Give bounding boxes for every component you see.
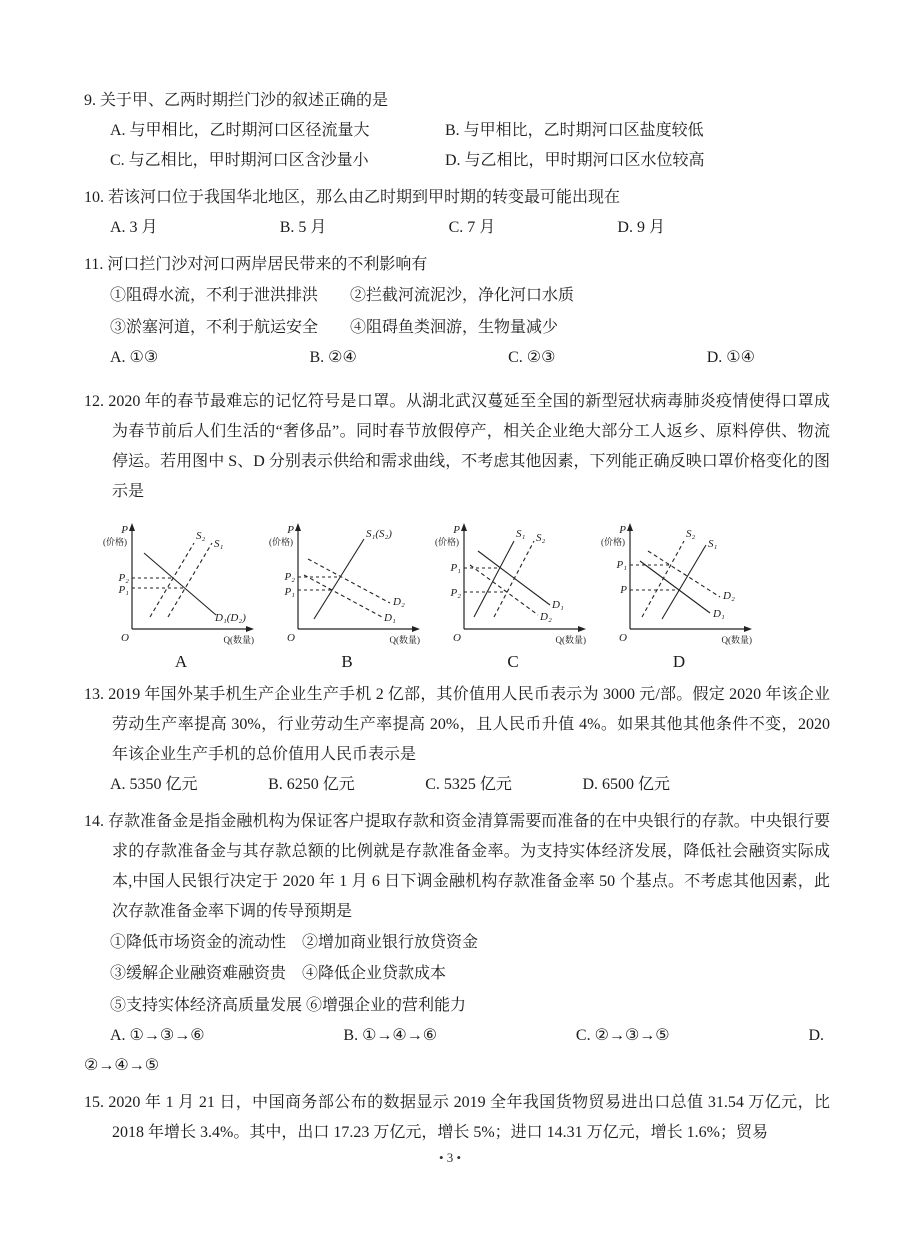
q-axis-label: Q(数量) [223, 635, 254, 646]
question-15-stem: 15. 2020 年 1 月 21 日，中国商务部公布的数据显示 2019 全年我国货物贸易进出口总值 31.54 万亿元，比 2018 年增长 3.4%。其中，出口 17.23 万亿元，增长 5%；进口 14.31 万亿元，增长 1.6%；贸易 [84, 1093, 830, 1142]
supply-curve [314, 539, 364, 619]
figure-b [268, 517, 426, 672]
label-s2: S₂ [686, 528, 696, 541]
option-b: B. ②④ [309, 348, 357, 366]
item-line-2: ③淤塞河道，不利于航运安全 ④阻碍鱼类洄游，生物量减少 [110, 318, 559, 336]
figure-a [102, 517, 260, 672]
option-b: B. ①→④→⑥ [343, 1026, 438, 1044]
option-b: B. 与甲相比，乙时期河口区盐度较低 [445, 122, 704, 140]
option-d: D. ①④ [706, 348, 755, 366]
q-axis-label: Q(数量) [721, 635, 752, 646]
option-c: C. 与乙相比，甲时期河口区含沙量小 [110, 152, 369, 170]
supply-curve-s2 [494, 541, 534, 617]
origin-label: O [453, 632, 461, 645]
figure-b-chart [268, 517, 426, 649]
item-line-1: ①降低市场资金的流动性 ②增加商业银行放贷资金 [110, 934, 479, 952]
p-axis-sublabel: (价格) [103, 537, 127, 548]
demand-curve-d2 [308, 559, 390, 603]
figure-d-chart [600, 517, 758, 649]
figure-a-chart [102, 517, 260, 649]
x-axis-arrow [246, 626, 254, 632]
question-9-options [110, 116, 830, 176]
figure-c-caption: C [507, 652, 519, 672]
demand-curve-d1 [640, 561, 710, 613]
label-p2: P₂ [450, 587, 461, 600]
label-s2: S₂ [196, 530, 206, 543]
figure-d [600, 517, 758, 672]
y-axis-arrow [129, 523, 135, 531]
demand-curve [144, 553, 216, 615]
y-axis-arrow [295, 523, 301, 531]
question-12 [84, 387, 830, 673]
x-axis-arrow [744, 626, 752, 632]
option-a: A. 5350 亿元 [110, 775, 198, 793]
origin-label: O [287, 632, 295, 645]
question-9-stem: 9. 关于甲、乙两时期拦门沙的叙述正确的是 [84, 92, 389, 109]
item-line-3: ⑤支持实体经济高质量发展 ⑥增强企业的营利能力 [110, 996, 467, 1014]
page-number: • 3 • [438, 1150, 462, 1165]
y-axis-arrow [461, 523, 467, 531]
label-s2: S₂ [536, 532, 546, 545]
figure-b-caption: B [341, 652, 353, 672]
question-10-options [110, 213, 665, 243]
label-s1: S₁ [214, 538, 224, 551]
question-11-stem: 11. 河口拦门沙对河口两岸居民带来的不利影响有 [84, 256, 428, 274]
label-p1: P₁ [450, 562, 461, 575]
item-line-2: ③缓解企业融资难融资贵 ④降低企业贷款成本 [110, 965, 447, 983]
label-d2: D₂ [723, 590, 735, 603]
demand-curve-d2 [648, 551, 720, 597]
question-13-stem: 13. 2019 年国外某手机生产企业生产手机 2 亿部，其价值用人民币表示为 3000 元/部。假定 2020 年该企业劳动生产率提高 30%，行业劳动生产率提高 20%，且人民币升值 4%。如果其他其他条件不变，2020 年该企业生产手机的总价值用人民币表示是 [84, 685, 830, 763]
label-s: S₁(S₂) [366, 528, 392, 541]
option-c: C. 7 月 [448, 219, 496, 237]
label-d1: D₁ [713, 608, 725, 621]
label-d1: D₁ [552, 599, 564, 612]
option-b: B. 6250 亿元 [268, 775, 355, 793]
demand-curve-d2 [470, 565, 538, 615]
supply-curve-s2 [150, 543, 194, 617]
p-axis-sublabel: (价格) [269, 537, 293, 548]
label-s1: S₁ [516, 528, 526, 541]
question-14 [84, 807, 830, 1081]
label-d2: D₂ [393, 596, 405, 609]
demand-curve-d1 [478, 551, 550, 605]
origin-label: O [619, 632, 627, 645]
item-line-1: ①阻碍水流，不利于泄洪排洪 ②拦截河流泥沙，净化河口水质 [110, 287, 575, 305]
option-a: A. 与甲相比，乙时期河口区径流量大 [110, 122, 370, 140]
question-11 [84, 250, 830, 373]
question-10-stem: 10. 若该河口位于我国华北地区，那么由乙时期到甲时期的转变最可能出现在 [84, 189, 621, 207]
question-13 [84, 680, 830, 800]
question-15 [84, 1088, 830, 1148]
p-axis-sublabel: (价格) [435, 537, 459, 548]
q-axis-label: Q(数量) [389, 635, 420, 646]
option-a: A. 3 月 [110, 219, 158, 237]
p-axis-label: P [619, 524, 626, 537]
option-a: A. ①③ [110, 348, 159, 366]
supply-curve-s2 [642, 541, 684, 617]
question-14-options [110, 1021, 824, 1051]
p-axis-label: P [453, 524, 460, 537]
p-axis-sublabel: (价格) [601, 537, 625, 548]
question-14-stem: 14. 存款准备金是指金融机构为保证客户提取存款和资金清算需要而准备的在中央银行的存款。中央银行要求的存款准备金与其存款总额的比例就是存款准备金率。为支持实体经济发展，降低社会融资实际成本,中国人民银行决定于 2020 年 1 月 6 日下调金融机构存款准备金率 50 个基点。不考虑其他因素，此次存款准备金率下调的传导预期是 [84, 812, 830, 921]
figure-c [434, 517, 592, 672]
label-p1: P₁ [118, 584, 129, 597]
option-d: D. 与乙相比，甲时期河口区水位较高 [445, 152, 705, 170]
supply-demand-figures [102, 517, 830, 672]
label-p1: P₁ [616, 559, 627, 572]
option-b: B. 5 月 [279, 219, 327, 237]
label-p2: P₂ [118, 572, 129, 585]
label-s1: S₁ [708, 538, 718, 551]
question-11-options [110, 343, 755, 373]
label-p2: P₂ [284, 571, 295, 584]
p-axis-label: P [287, 524, 294, 537]
label-d: D₁(D₂) [215, 612, 246, 625]
question-13-options [110, 770, 670, 800]
option-d: D. 6500 亿元 [582, 775, 670, 793]
label-d1: D₁ [384, 612, 396, 625]
option-c: C. ②→③→⑤ [575, 1026, 670, 1044]
origin-label: O [121, 632, 129, 645]
p-axis-label: P [121, 524, 128, 537]
x-axis-arrow [412, 626, 420, 632]
question-9 [84, 86, 830, 176]
question-14-items [110, 927, 830, 1021]
label-d2: D₂ [540, 611, 552, 624]
question-10 [84, 183, 830, 243]
label-p: P [620, 584, 627, 597]
question-12-stem: 12. 2020 年的春节最难忘的记忆符号是口罩。从湖北武汉蔓延至全国的新型冠状病毒肺炎疫情使得口罩成为春节前后人们生活的“奢侈品”。同时春节放假停产，相关企业绝大部分工人返乡、原料停供、物流停运。若用图中 S、D 分别表示供给和需求曲线，不考虑其他因素，下列能正确反映口罩价格变化的图示是 [84, 392, 830, 501]
option-d: D. [808, 1026, 824, 1044]
option-d-continuation: ②→④→⑤ [84, 1056, 160, 1074]
option-c: C. ②③ [508, 348, 556, 366]
demand-curve-d1 [304, 575, 382, 617]
figure-c-chart [434, 517, 592, 649]
label-p1: P₁ [284, 586, 295, 599]
option-a: A. ①→③→⑥ [110, 1026, 205, 1044]
y-axis-arrow [627, 523, 633, 531]
question-11-items [110, 280, 830, 342]
q-axis-label: Q(数量) [555, 635, 586, 646]
figure-d-caption: D [672, 652, 686, 672]
x-axis-arrow [578, 626, 586, 632]
figure-a-caption: A [174, 652, 188, 672]
option-d: D. 9 月 [617, 219, 665, 237]
option-c: C. 5325 亿元 [425, 775, 512, 793]
